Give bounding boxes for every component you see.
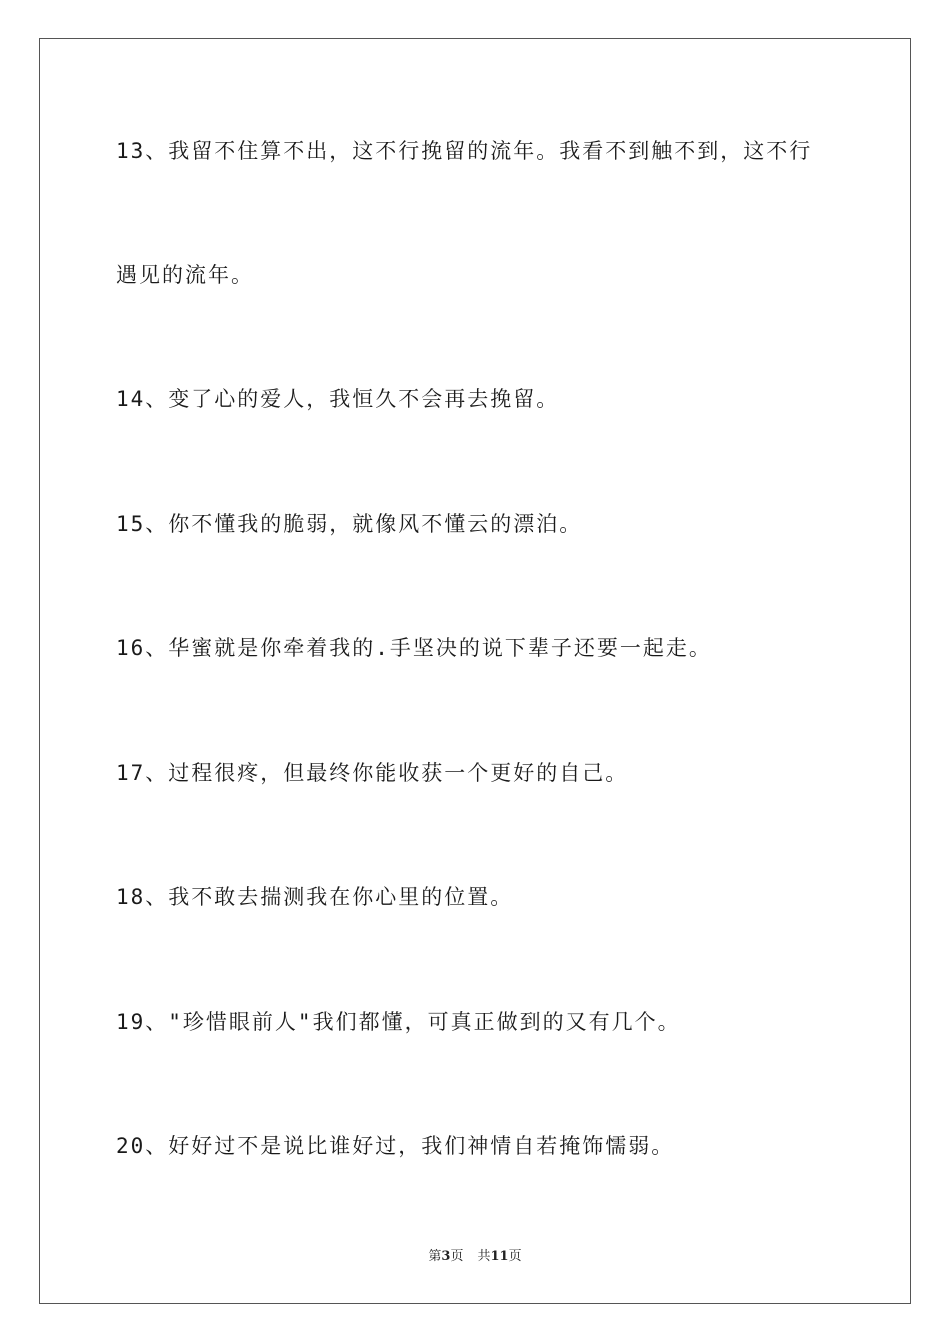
page-frame bbox=[39, 38, 911, 1304]
entry-13-line-2: 遇见的流年。 bbox=[116, 263, 254, 287]
entry-14: 14、变了心的爱人，我恒久不会再去挽留。 bbox=[116, 387, 560, 411]
page-footer bbox=[0, 1249, 950, 1265]
entry-16: 16、华蜜就是你牵着我的.手坚决的说下辈子还要一起走。 bbox=[116, 636, 712, 660]
page-suffix: 页 bbox=[450, 1249, 464, 1264]
entry-15: 15、你不懂我的脆弱，就像风不懂云的漂泊。 bbox=[116, 512, 583, 536]
entry-17: 17、过程很疼，但最终你能收获一个更好的自己。 bbox=[116, 761, 629, 785]
entry-19: 19、"珍惜眼前人"我们都懂，可真正做到的又有几个。 bbox=[116, 1010, 681, 1034]
total-suffix: 页 bbox=[508, 1249, 522, 1264]
entry-18: 18、我不敢去揣测我在你心里的位置。 bbox=[116, 885, 514, 909]
entry-13-line-1: 13、我留不住算不出，这不行挽留的流年。我看不到触不到，这不行 bbox=[116, 139, 813, 163]
page-current: 3 bbox=[441, 1249, 451, 1264]
total-prefix: 共 bbox=[477, 1249, 491, 1264]
entry-20: 20、好好过不是说比谁好过，我们神情自若掩饰懦弱。 bbox=[116, 1134, 675, 1158]
page-total: 11 bbox=[490, 1249, 509, 1264]
page-prefix: 第 bbox=[428, 1249, 442, 1264]
